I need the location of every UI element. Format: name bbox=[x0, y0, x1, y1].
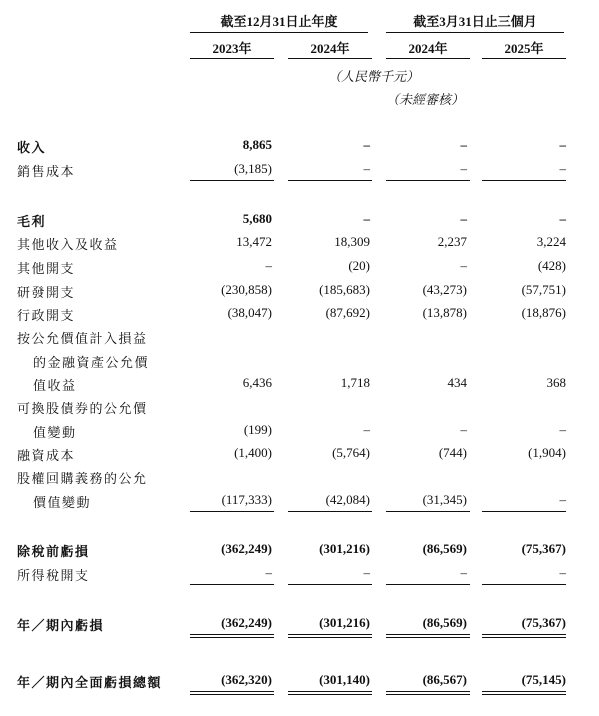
subtotal-rule bbox=[190, 584, 274, 585]
row-value: (428) bbox=[537, 258, 566, 273]
year-2023-header-rule bbox=[190, 58, 274, 59]
row-label: 除稅前虧損 bbox=[17, 544, 90, 559]
row-value: – bbox=[363, 161, 370, 176]
row-value: 13,472 bbox=[236, 234, 272, 249]
row-value: (199) bbox=[243, 421, 272, 437]
row-value: – bbox=[460, 137, 467, 152]
total-double-rule bbox=[288, 694, 372, 695]
row-value: (185,683) bbox=[319, 282, 370, 297]
subtotal-rule bbox=[386, 180, 470, 181]
q1-2025-header-rule bbox=[482, 58, 566, 59]
row-label: 毛利 bbox=[17, 214, 47, 229]
row-value: – bbox=[460, 258, 467, 273]
total-double-rule bbox=[482, 637, 566, 638]
row-value: (5,764) bbox=[332, 445, 370, 460]
row-value: – bbox=[363, 137, 370, 152]
row-value: – bbox=[265, 565, 272, 580]
row-value: (362,320) bbox=[221, 672, 272, 687]
row-label: 價值變動 bbox=[33, 494, 92, 510]
row-value: (301,216) bbox=[319, 615, 370, 630]
row-value: – bbox=[559, 421, 566, 437]
header-group-quarterly: 截至3月31日止三個月 bbox=[413, 14, 537, 29]
row-label: 行政開支 bbox=[17, 308, 76, 323]
total-double-rule bbox=[288, 634, 372, 635]
row-value: – bbox=[363, 421, 370, 437]
subtotal-rule bbox=[190, 180, 274, 181]
row-label: 按公允價值計入損益 bbox=[17, 331, 148, 346]
row-value: (57,751) bbox=[521, 282, 566, 297]
row-value: 8,865 bbox=[242, 137, 272, 152]
row-value: – bbox=[460, 161, 467, 176]
subtotal-rule bbox=[288, 511, 372, 512]
row-value: 1,718 bbox=[340, 375, 370, 390]
row-value: – bbox=[363, 211, 370, 226]
row-value: – bbox=[559, 161, 566, 176]
audit-note: （未經審核） bbox=[386, 92, 465, 107]
row-value: (362,249) bbox=[221, 541, 272, 556]
row-label: 銷售成本 bbox=[17, 164, 76, 179]
row-value: (301,140) bbox=[319, 672, 370, 687]
subtotal-rule bbox=[482, 511, 566, 512]
subtotal-rule bbox=[288, 584, 372, 585]
row-value: – bbox=[363, 565, 370, 580]
row-value: – bbox=[460, 211, 467, 226]
total-double-rule bbox=[386, 634, 470, 635]
row-label: 值收益 bbox=[33, 378, 77, 393]
row-value: (18,876) bbox=[521, 305, 566, 320]
row-value: – bbox=[265, 258, 272, 273]
row-label: 的金融資產公允價 bbox=[33, 354, 150, 370]
row-value: (31,345) bbox=[422, 491, 467, 507]
row-value: – bbox=[559, 565, 566, 580]
total-double-rule bbox=[190, 634, 274, 635]
row-value: – bbox=[460, 565, 467, 580]
row-value: (75,145) bbox=[521, 672, 566, 687]
unit-note: （人民幣千元） bbox=[328, 69, 420, 84]
q1-2025-header: 2025年 bbox=[504, 41, 544, 56]
row-value: (86,569) bbox=[422, 615, 467, 630]
total-double-rule bbox=[288, 691, 372, 692]
total-double-rule bbox=[386, 637, 470, 638]
row-value: 5,680 bbox=[242, 211, 272, 226]
subtotal-rule bbox=[482, 584, 566, 585]
row-value: (86,569) bbox=[422, 541, 467, 556]
row-label: 收入 bbox=[17, 140, 47, 155]
row-value: 3,224 bbox=[536, 234, 566, 249]
subtotal-rule bbox=[288, 180, 372, 181]
total-double-rule bbox=[190, 637, 274, 638]
row-value: (20) bbox=[348, 258, 370, 273]
row-label: 研發開支 bbox=[17, 285, 76, 300]
row-value: 2,237 bbox=[437, 234, 467, 249]
row-value: (75,367) bbox=[521, 541, 566, 556]
subtotal-rule bbox=[386, 511, 470, 512]
row-value: (43,273) bbox=[422, 282, 467, 297]
row-value: (3,185) bbox=[234, 161, 272, 176]
row-value: (744) bbox=[438, 445, 467, 460]
row-label: 年／期內虧損 bbox=[17, 618, 105, 633]
row-value: (87,692) bbox=[325, 305, 370, 320]
row-value: – bbox=[559, 137, 566, 152]
total-double-rule bbox=[386, 694, 470, 695]
row-value: (362,249) bbox=[221, 615, 272, 630]
total-double-rule bbox=[482, 694, 566, 695]
subtotal-rule bbox=[190, 511, 274, 512]
row-value: 368 bbox=[546, 375, 566, 390]
total-double-rule bbox=[482, 634, 566, 635]
header-group-annual-rule bbox=[190, 32, 368, 33]
header-group-annual: 截至12月31日止年度 bbox=[220, 14, 338, 29]
row-value: – bbox=[559, 211, 566, 226]
row-label: 所得稅開支 bbox=[17, 568, 90, 583]
header-group-quarterly-rule bbox=[386, 32, 564, 33]
row-value: (117,333) bbox=[221, 491, 272, 507]
row-value: 18,309 bbox=[334, 234, 370, 249]
row-label: 其他收入及收益 bbox=[17, 237, 119, 252]
total-double-rule bbox=[288, 637, 372, 638]
subtotal-rule bbox=[482, 180, 566, 181]
row-value: (301,216) bbox=[319, 541, 370, 556]
row-label: 可換股債券的公允價 bbox=[17, 401, 148, 416]
row-value: (86,567) bbox=[422, 672, 467, 687]
row-value: 434 bbox=[447, 375, 467, 390]
row-value: – bbox=[559, 491, 566, 507]
row-label: 值變動 bbox=[33, 424, 77, 440]
row-value: (1,904) bbox=[528, 445, 566, 460]
row-value: (230,858) bbox=[221, 282, 272, 297]
row-label: 股權回購義務的公允 bbox=[17, 471, 148, 486]
year-2024-header: 2024年 bbox=[310, 41, 350, 56]
row-label: 年／期內全面虧損總額 bbox=[17, 675, 163, 690]
q1-2024-header: 2024年 bbox=[408, 41, 448, 56]
total-double-rule bbox=[190, 694, 274, 695]
row-value: 6,436 bbox=[242, 375, 272, 390]
row-label: 其他開支 bbox=[17, 261, 76, 276]
row-value: (75,367) bbox=[521, 615, 566, 630]
row-value: – bbox=[460, 421, 467, 437]
total-double-rule bbox=[482, 691, 566, 692]
subtotal-rule bbox=[386, 584, 470, 585]
row-value: (42,084) bbox=[325, 491, 370, 507]
total-double-rule bbox=[386, 691, 470, 692]
year-2023-header: 2023年 bbox=[212, 41, 252, 56]
row-value: (13,878) bbox=[422, 305, 467, 320]
row-value: (38,047) bbox=[227, 305, 272, 320]
row-label: 融資成本 bbox=[17, 448, 76, 463]
row-value: (1,400) bbox=[234, 445, 272, 460]
q1-2024-header-rule bbox=[386, 58, 470, 59]
year-2024-header-rule bbox=[288, 58, 372, 59]
total-double-rule bbox=[190, 691, 274, 692]
